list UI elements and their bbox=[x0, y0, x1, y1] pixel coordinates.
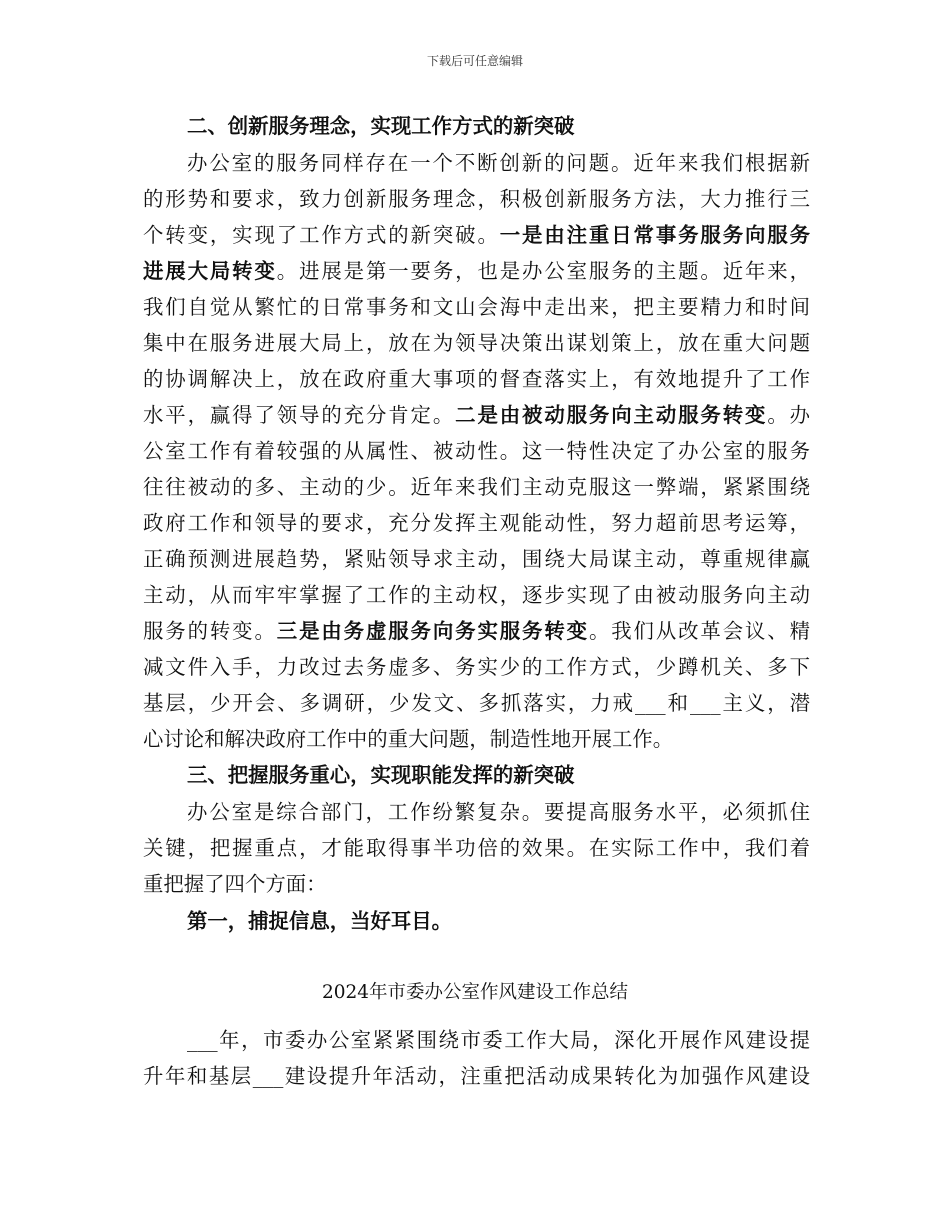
paragraph-line bbox=[143, 186, 810, 212]
bold-text-run: 一是由注重日常事务服务向服务 bbox=[499, 223, 810, 247]
text-run: 办公室的服务同样存在一个不断创新的问题。近年来我们根据新 bbox=[187, 151, 810, 175]
text-run: 办公室是综合部门，工作纷繁复杂。要提高服务水平，必须抓住 bbox=[187, 800, 810, 824]
text-run: 减文件入手，力改过去务虚多、务实少的工作方式，少蹲机关、多下 bbox=[143, 655, 810, 679]
text-run: 集中在服务进展大局上，放在为领导决策出谋划策上，放在重大问题 bbox=[143, 331, 810, 355]
paragraph-line bbox=[143, 330, 810, 356]
text-run: 公室工作有着较强的从属性、被动性。这一特性决定了办公室的服务 bbox=[143, 439, 810, 463]
paragraph-line bbox=[143, 618, 810, 644]
paragraph-line bbox=[143, 582, 810, 608]
paragraph-line bbox=[143, 294, 810, 320]
text-run: 基层，少开会、多调研，少发文、多抓落实，力戒___和___主义，潜 bbox=[143, 691, 810, 715]
paragraph-line bbox=[143, 438, 810, 464]
bold-text-run: 进展大局转变 bbox=[143, 259, 277, 283]
text-run: 主动，从而牢牢掌握了工作的主动权，逐步实现了由被动服务向主动 bbox=[143, 583, 810, 607]
text-run: 。进展是第一要务，也是办公室服务的主题。近年来， bbox=[276, 259, 810, 283]
text-run: 我们自觉从繁忙的日常事务和文山会海中走出来，把主要精力和时间 bbox=[143, 295, 810, 319]
paragraph-line bbox=[143, 871, 810, 897]
paragraph-line bbox=[143, 510, 810, 536]
text-run: 。办 bbox=[767, 403, 810, 427]
paragraph-line bbox=[143, 546, 810, 572]
text-run: 重把握了四个方面： bbox=[143, 872, 327, 896]
paragraph-line bbox=[143, 726, 810, 752]
text-run: 水平，赢得了领导的充分肯定。 bbox=[143, 403, 456, 427]
paragraph-line bbox=[143, 835, 810, 861]
section-heading bbox=[187, 762, 810, 788]
text-run: 二、创新服务理念，实现工作方式的新突破 bbox=[187, 114, 575, 138]
bold-text-run: 二是由被动服务向主动服务转变 bbox=[455, 403, 768, 427]
section-heading bbox=[187, 113, 810, 139]
paragraph-line bbox=[187, 1027, 810, 1053]
text-run: 服务的转变。 bbox=[143, 619, 277, 643]
text-run: 三、把握服务重心，实现职能发挥的新突破 bbox=[187, 763, 575, 787]
bold-text-run: 三是由务虚服务向务实服务转变 bbox=[276, 619, 589, 643]
paragraph-line bbox=[143, 366, 810, 392]
text-run: 政府工作和领导的要求，充分发挥主观能动性，努力超前思考运筹， bbox=[143, 511, 810, 535]
paragraph-line bbox=[187, 799, 810, 825]
text-run: 往往被动的多、主动的少。近年来我们主动克服这一弊端，紧紧围绕 bbox=[143, 475, 810, 499]
paragraph-line bbox=[143, 258, 810, 284]
text-run: ___年，市委办公室紧紧围绕市委工作大局，深化开展作风建设提 bbox=[187, 1028, 810, 1052]
text-run: 升年和基层___建设提升年活动，注重把活动成果转化为加强作风建设 bbox=[143, 1064, 810, 1088]
paragraph-line bbox=[143, 474, 810, 500]
page-header: 下载后可任意编辑 bbox=[426, 54, 523, 68]
text-run: 个转变，实现了工作方式的新突破。 bbox=[143, 223, 500, 247]
text-run: 第一，捕捉信息，当好耳目。 bbox=[187, 909, 453, 933]
text-run: 。我们从改革会议、精 bbox=[588, 619, 810, 643]
text-run: 的协调解决上，放在政府重大事项的督查落实上，有效地提升了工作 bbox=[143, 367, 810, 391]
document-title bbox=[0, 980, 950, 1006]
paragraph-line bbox=[143, 654, 810, 680]
paragraph-line bbox=[143, 402, 810, 428]
paragraph-line bbox=[143, 690, 810, 716]
text-run: 关键，把握重点，才能取得事半功倍的效果。在实际工作中，我们着 bbox=[143, 836, 810, 860]
text-run: 心讨论和解决政府工作中的重大问题，制造性地开展工作。 bbox=[143, 727, 674, 751]
paragraph-line bbox=[143, 1063, 810, 1089]
paragraph-line bbox=[187, 150, 810, 176]
text-run: 的形势和要求，致力创新服务理念，积极创新服务方法，大力推行三 bbox=[143, 187, 810, 211]
text-run: 正确预测进展趋势，紧贴领导求主动，围绕大局谋主动，尊重规律赢 bbox=[143, 547, 810, 571]
paragraph-line bbox=[143, 222, 810, 248]
text-run: 2024年市委办公室作风建设工作总结 bbox=[321, 982, 629, 1003]
subheading bbox=[187, 908, 810, 934]
